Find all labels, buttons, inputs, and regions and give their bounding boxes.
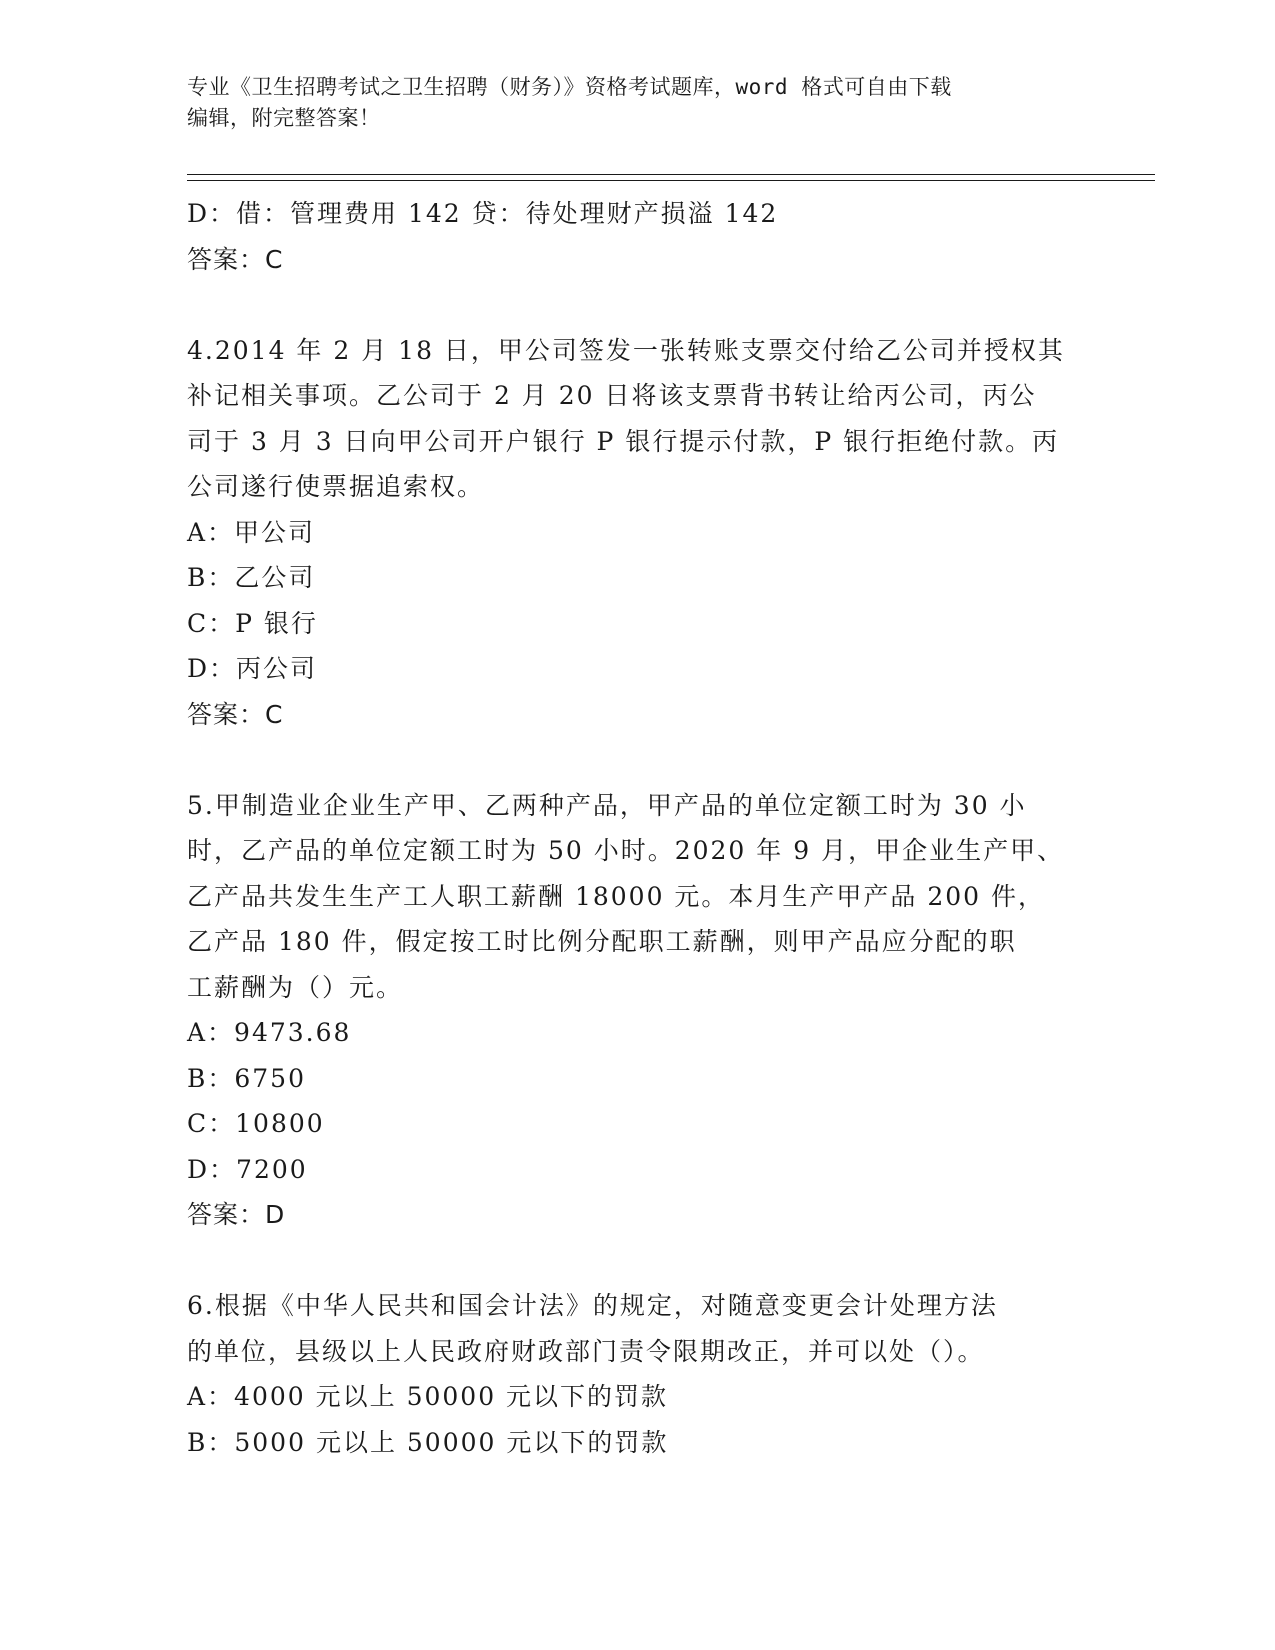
option-a: A：甲公司 (187, 517, 316, 547)
option-d: D：借：管理费用 142 贷：待处理财产损溢 142 (187, 199, 779, 228)
header-line-1: 专业《卫生招聘考试之卫生招聘（财务）》资格考试题库，word 格式可自由下载 (187, 75, 952, 99)
answer: 答案：C (187, 244, 284, 274)
question-stem-line: 补记相关事项。乙公司于 2 月 20 日将该支票背书转让给丙公司，丙公 (187, 381, 1037, 410)
option-c: C：P 银行 (187, 608, 318, 638)
option-d: D：7200 (187, 1154, 308, 1184)
question-stem-line: 的单位，县级以上人民政府财政部门责令限期改正，并可以处（）。 (187, 1336, 985, 1366)
question-stem-line: 乙产品 180 件，假定按工时比例分配职工薪酬，则甲产品应分配的职 (187, 927, 1017, 956)
question-stem-line: 时，乙产品的单位定额工时为 50 小时。2020 年 9 月，甲企业生产甲、 (187, 836, 1065, 865)
document-page (187, 72, 1157, 1465)
spacer (187, 282, 1157, 328)
header-line-2: 编辑，附完整答案！ (187, 106, 381, 130)
question-stem-line: 司于 3 月 3 日向甲公司开户银行 P 银行提示付款，P 银行拒绝付款。丙 (187, 426, 1060, 456)
option-b: B：乙公司 (187, 563, 316, 592)
option-a: A：9473.68 (187, 1018, 352, 1047)
answer: 答案：D (187, 1200, 286, 1229)
option-b: B：5000 元以上 50000 元以下的罚款 (187, 1427, 669, 1457)
spacer (187, 737, 1157, 783)
header-divider (187, 174, 1155, 181)
question-stem-line: 工薪酬为（）元。 (187, 972, 404, 1002)
spacer (187, 1238, 1157, 1284)
question-3-tail (187, 191, 1087, 282)
question-stem-line: 乙产品共发生生产工人职工薪酬 18000 元。本月生产甲产品 200 件， (187, 881, 1046, 911)
question-4 (187, 328, 1087, 738)
question-6 (187, 1283, 1087, 1465)
option-d: D：丙公司 (187, 654, 318, 683)
document-header (187, 72, 1057, 134)
option-a: A：4000 元以上 50000 元以下的罚款 (187, 1382, 669, 1411)
question-stem-line: 5.甲制造业企业生产甲、乙两种产品，甲产品的单位定额工时为 30 小 (187, 790, 1027, 820)
question-stem-line: 6.根据《中华人民共和国会计法》的规定，对随意变更会计处理方法 (187, 1291, 998, 1320)
question-stem-line: 4.2014 年 2 月 18 日，甲公司签发一张转账支票交付给乙公司并授权其 (187, 335, 1065, 365)
answer: 答案：C (187, 699, 284, 729)
question-5 (187, 783, 1087, 1238)
option-c: C：10800 (187, 1109, 325, 1138)
option-b: B：6750 (187, 1063, 306, 1093)
question-stem-line: 公司遂行使票据追索权。 (187, 472, 485, 501)
